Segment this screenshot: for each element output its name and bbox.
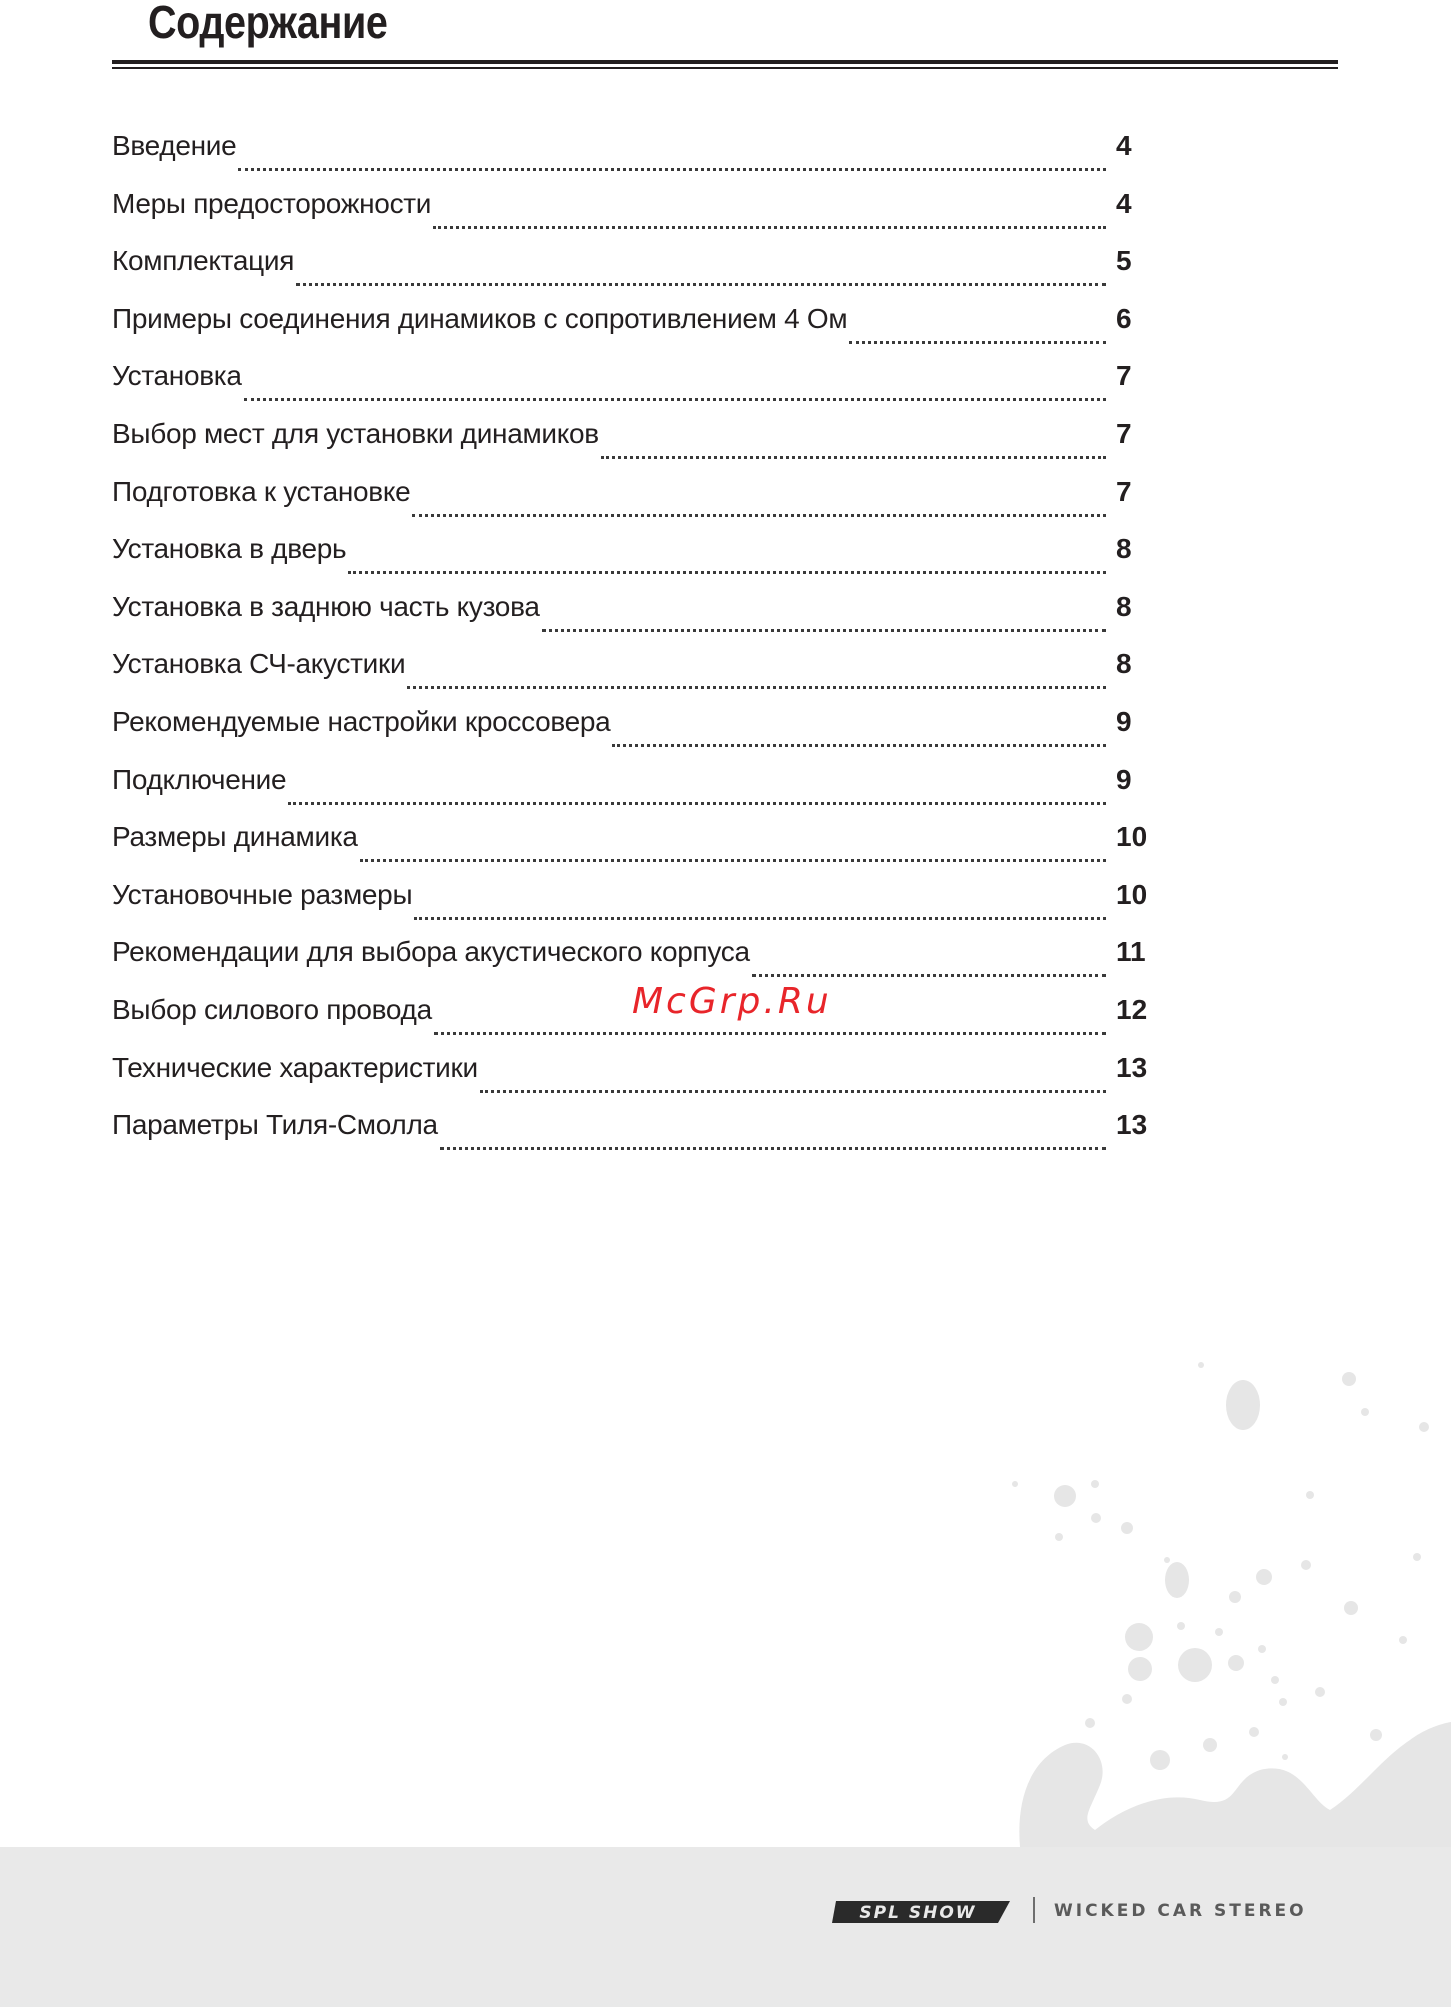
toc-row[interactable]	[112, 697, 1162, 755]
toc-label: Подключение	[112, 763, 287, 795]
toc-leader	[244, 368, 1106, 401]
toc-page-number: 7	[1116, 360, 1132, 392]
toc-row[interactable]	[112, 121, 1162, 179]
spl-show-logo	[830, 1898, 1010, 1926]
toc-row[interactable]	[112, 179, 1162, 237]
toc-leader	[542, 599, 1106, 632]
toc-label: Установка в заднюю часть кузова	[112, 590, 540, 622]
brand-name: SPL SHOW	[859, 1903, 977, 1923]
toc-row[interactable]	[112, 524, 1162, 582]
toc-label: Подготовка к установке	[112, 475, 411, 507]
toc-label: Рекомендуемые настройки кроссовера	[112, 705, 611, 737]
toc-page-number: 4	[1116, 130, 1132, 161]
toc-page-number: 12	[1116, 993, 1148, 1025]
toc-page-number: 8	[1116, 533, 1132, 565]
toc-leader	[433, 196, 1106, 229]
toc-leader	[238, 138, 1106, 171]
brand-divider	[1033, 1897, 1035, 1923]
toc-page-number: 8	[1116, 590, 1132, 622]
toc-leader	[440, 1117, 1106, 1150]
toc-leader	[348, 541, 1106, 574]
toc-page-number: 9	[1116, 705, 1132, 737]
toc-page-number: 9	[1116, 763, 1132, 795]
toc-leader	[849, 311, 1106, 344]
toc-row[interactable]	[112, 755, 1162, 813]
toc-page-number: 11	[1116, 936, 1146, 968]
toc-page-number: 6	[1116, 302, 1132, 334]
toc-label: Выбор мест для установки динамиков	[112, 417, 599, 449]
toc-leader	[414, 887, 1106, 920]
toc-label: Примеры соединения динамиков с сопротивлением 4 Ом	[112, 302, 848, 334]
toc-label: Технические характеристики	[112, 1051, 478, 1083]
toc-leader	[296, 253, 1106, 286]
toc-page-number: 10	[1116, 821, 1148, 853]
toc-row[interactable]	[112, 1100, 1162, 1158]
toc-leader	[407, 656, 1106, 689]
page-title: Содержание	[148, 0, 388, 48]
toc-row[interactable]	[112, 582, 1162, 640]
toc-row[interactable]	[112, 812, 1162, 870]
watermark[interactable]: McGrp.Ru	[632, 981, 832, 1022]
toc-page-number: 5	[1116, 245, 1132, 277]
toc-page-number: 7	[1116, 417, 1132, 449]
toc-page-number: 10	[1116, 878, 1148, 910]
toc-label: Введение	[112, 130, 237, 161]
toc-label: Рекомендации для выбора акустического корпуса	[112, 936, 750, 968]
toc-label: Установочные размеры	[112, 878, 413, 910]
toc-row[interactable]	[112, 409, 1162, 467]
footer-band	[0, 1847, 1451, 2007]
toc-row[interactable]	[112, 467, 1162, 525]
toc-label: Комплектация	[112, 245, 295, 277]
toc-label: Размеры динамика	[112, 821, 358, 853]
title-rule-thin	[112, 67, 1338, 69]
toc-page-number: 7	[1116, 475, 1132, 507]
toc-label: Установка СЧ-акустики	[112, 648, 406, 680]
toc-leader	[360, 829, 1106, 862]
toc-label: Выбор силового провода	[112, 993, 432, 1025]
toc-leader	[480, 1060, 1106, 1093]
toc-leader	[752, 944, 1106, 977]
toc-row[interactable]	[112, 1043, 1162, 1101]
toc-row[interactable]	[112, 236, 1162, 294]
toc-page-number: 13	[1116, 1051, 1148, 1083]
toc-row[interactable]	[112, 639, 1162, 697]
toc-page-number: 8	[1116, 648, 1132, 680]
toc-leader	[612, 714, 1106, 747]
toc-label: Установка в дверь	[112, 533, 347, 565]
brand-tagline: WICKED CAR STEREO	[1054, 1901, 1307, 1921]
toc-label: Установка	[112, 360, 242, 392]
toc-label: Меры предосторожности	[112, 187, 432, 219]
toc-leader	[601, 426, 1106, 459]
toc-row[interactable]	[112, 294, 1162, 352]
toc-label: Параметры Тиля-Смолла	[112, 1109, 438, 1141]
toc-page-number: 4	[1116, 187, 1132, 219]
toc-leader	[412, 484, 1106, 517]
toc-leader	[288, 772, 1106, 805]
toc-row[interactable]	[112, 351, 1162, 409]
toc-row[interactable]	[112, 870, 1162, 928]
toc-row[interactable]	[112, 927, 1162, 985]
title-rule-thick	[112, 60, 1338, 64]
toc-page-number: 13	[1116, 1109, 1148, 1141]
